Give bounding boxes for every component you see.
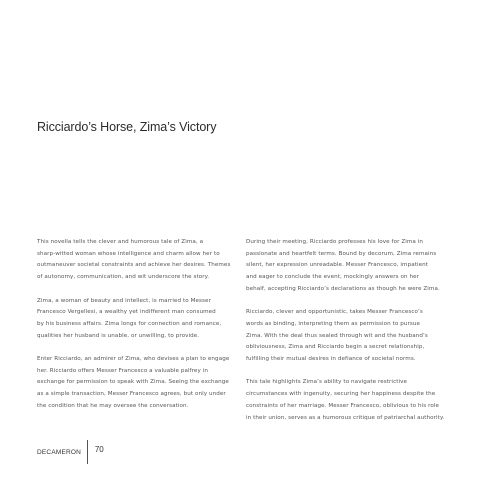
text-line: constraints of her marriage. Messer Francesco, oblivious to his role — [246, 402, 440, 409]
text-line: as a simple transaction, Messer Francesco agrees, but only under — [37, 391, 226, 398]
footer-divider — [87, 440, 88, 464]
text-line: outmaneuver societal constraints and achieve her desires. Themes — [37, 262, 231, 269]
text-line: silent, her expression unreadable. Messer Francesco, impatient — [246, 262, 429, 269]
text-line: qualities her husband is unable, or unwilling, to provide. — [37, 332, 200, 339]
text-line: Ricciardo, clever and opportunistic, takes Messer Francesco’s — [246, 309, 423, 316]
left-column — [37, 237, 237, 424]
page-title: Ricciardo’s Horse, Zima’s Victory — [37, 120, 217, 135]
text-line: exchange for permission to speak with Zima. Seeing the exchange — [37, 379, 229, 386]
text-line: This tale highlights Zima’s ability to navigate restrictive — [246, 379, 408, 386]
paragraph — [37, 354, 237, 413]
text-line: her. Ricciardo offers Messer Francesco a valuable palfrey in — [37, 367, 208, 374]
text-line: words as binding, interpreting them as permission to pursue — [246, 320, 421, 327]
right-column — [246, 237, 446, 436]
text-line: circumstances with ingenuity, securing her happiness despite the — [246, 391, 436, 398]
text-line: During their meeting, Ricciardo professes his love for Zima in — [246, 239, 424, 245]
page-number: 70 — [94, 444, 104, 454]
paragraph — [37, 296, 237, 343]
paragraph — [37, 237, 237, 284]
text-line: fulfilling their mutual desires in defiance of societal norms. — [246, 356, 416, 363]
text-line: passionate and heartfelt terms. Bound by decorum, Zima remains — [246, 250, 437, 257]
text-line: Enter Ricciardo, an admirer of Zima, who devises a plan to engage — [37, 356, 230, 362]
text-line: This novella tells the clever and humorous tale of Zima, a — [37, 239, 204, 245]
text-line: and eager to conclude the event, mockingly answers on her — [246, 274, 420, 281]
text-line: behalf, accepting Ricciardo’s declarations as though he were Zima. — [246, 285, 440, 292]
text-line: Francesco Vergellesi, a wealthy yet indifferent man consumed — [37, 309, 216, 316]
paragraph — [246, 377, 446, 424]
text-line: in their union, serves as a humorous critique of patriarchal authority. — [246, 414, 445, 421]
text-line: Zima. With the deal thus sealed through wit and the husband’s — [246, 332, 428, 339]
paragraph — [246, 237, 446, 296]
paragraph — [246, 307, 446, 366]
text-line: sharp-witted woman whose intelligence and charm allow her to — [37, 250, 220, 257]
text-line: obliviousness, Zima and Ricciardo begin a secret relationship, — [246, 344, 425, 351]
text-line: by his business affairs. Zima longs for connection and romance, — [37, 320, 222, 327]
running-footer-title: DECAMERON — [37, 448, 82, 456]
text-line: of autonomy, communication, and wit underscore the story. — [37, 274, 210, 281]
text-line: the condition that he may oversee the conversation. — [37, 402, 189, 409]
page-footer — [37, 440, 104, 464]
text-line: Zima, a woman of beauty and intellect, is married to Messer — [37, 297, 211, 304]
